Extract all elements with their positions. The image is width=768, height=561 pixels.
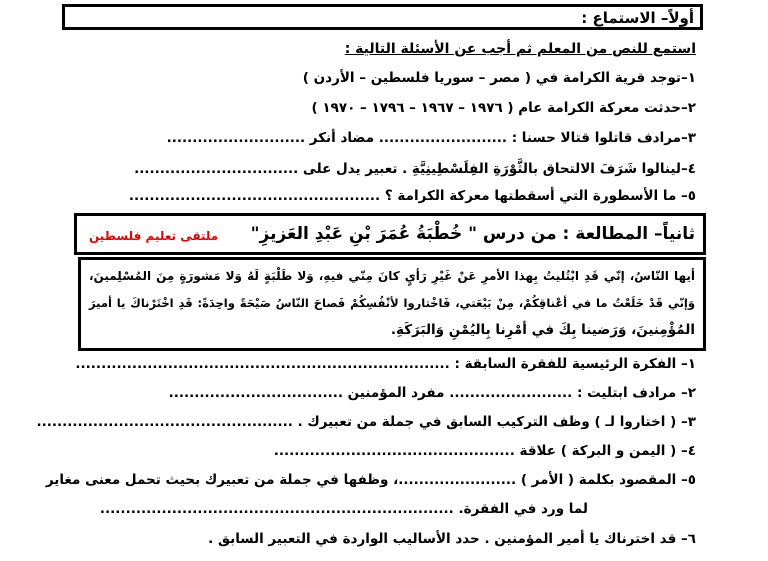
section1-question-1: ١–توجد قرية الكرامة في ( مصر – سوريا فلسطين – الأردن ) (302, 70, 696, 86)
section1-header-box (62, 4, 703, 30)
section2-title: ثانياً– المطالعة : من درس " خُطْبَةُ عُمَرَ بْنِ عَبْدِ العَزيزِ" (250, 224, 695, 244)
section2-question-3: ٣– ( اختاروا لـ ) وظف التركيب السابق في جملة من تعبيرك . .................................................. (36, 414, 696, 430)
section1-instruction: استمع للنص من المعلم ثم أجب عن الأسئلة التالية : (344, 41, 696, 57)
passage-line-2: وَإنّي قَدْ خَلَعْتُ ما في أعْناقِكُمْ، مِنْ بَيْعَتي، فَاخْتاروا لأنْفُسِكُمْ فَصاحَ النّاسُ صَيْحَةً واحِدَةً: قَدِ اخْتَرْناكَ يا أميرَ (89, 296, 695, 310)
passage-box (78, 257, 706, 351)
brand-label: ملتقى تعليم فلسطين (89, 229, 219, 243)
section1-title: أولاً– الاستماع : (581, 9, 694, 27)
section2-question-5: ٥– المقصود بكلمة ( الأمر ) .......................، وظفها في جملة من تعبيرك بحيث تحمل معنى مغاير (45, 472, 696, 488)
section2-question-2: ٢– مرادف ابتليت : ........................ مفرد المؤمنين .................................. (168, 385, 696, 401)
section1-question-5: ٥– ما الأسطورة التي أسقطتها معركة الكرامة ؟ ................................................. (128, 188, 696, 204)
section1-question-3: ٣–مرادف قاتلوا قتالا حسنا : ......................... مضاد أنكر ........................... (166, 130, 696, 146)
passage-line-3: المُؤْمِنينَ، وَرَضينا بِكَ في أمْرِنا بِاليُمْنِ وَالبَرَكَةِ. (390, 322, 695, 338)
passage-line-1: أيها النّاسُ، إنّي قَدِ ابْتُليتُ بِهذا الأمرِ عَنْ غَيْرِ رَأيٍ كانَ مِنّي فيهِ، وَلا طَلْبَةٍ لَهُ وَلا مَشورَةٍ مِنَ المُسْلِمينَ، (89, 269, 695, 283)
section2-question-5-continued: لما ورد في الفقرة. ..................................................................... (99, 501, 588, 517)
section2-question-1: ١– الفكرة الرئيسية للفقرة السابقة : ......................................................................... (75, 356, 696, 372)
section2-question-4: ٤– ( اليمن و البركة ) علاقة ............................................... (273, 443, 696, 459)
section1-question-2: ٢–حدثت معركة الكرامة عام ( ١٩٧٦ – ١٩٦٧ – ١٧٩٦ – ١٩٧٠ ) (311, 100, 696, 116)
section2-header-box (74, 213, 706, 255)
section1-question-4: ٤–لينالوا شَرَفَ الالتحاق بالثَّوْرَةِ الفِلَسْطِينِيَّةِ . تعبير يدل على ................................ (134, 161, 696, 177)
section2-question-6: ٦– قد اخترناك يا أمير المؤمنين . حدد الأساليب الواردة في التعبير السابق . (208, 531, 696, 547)
